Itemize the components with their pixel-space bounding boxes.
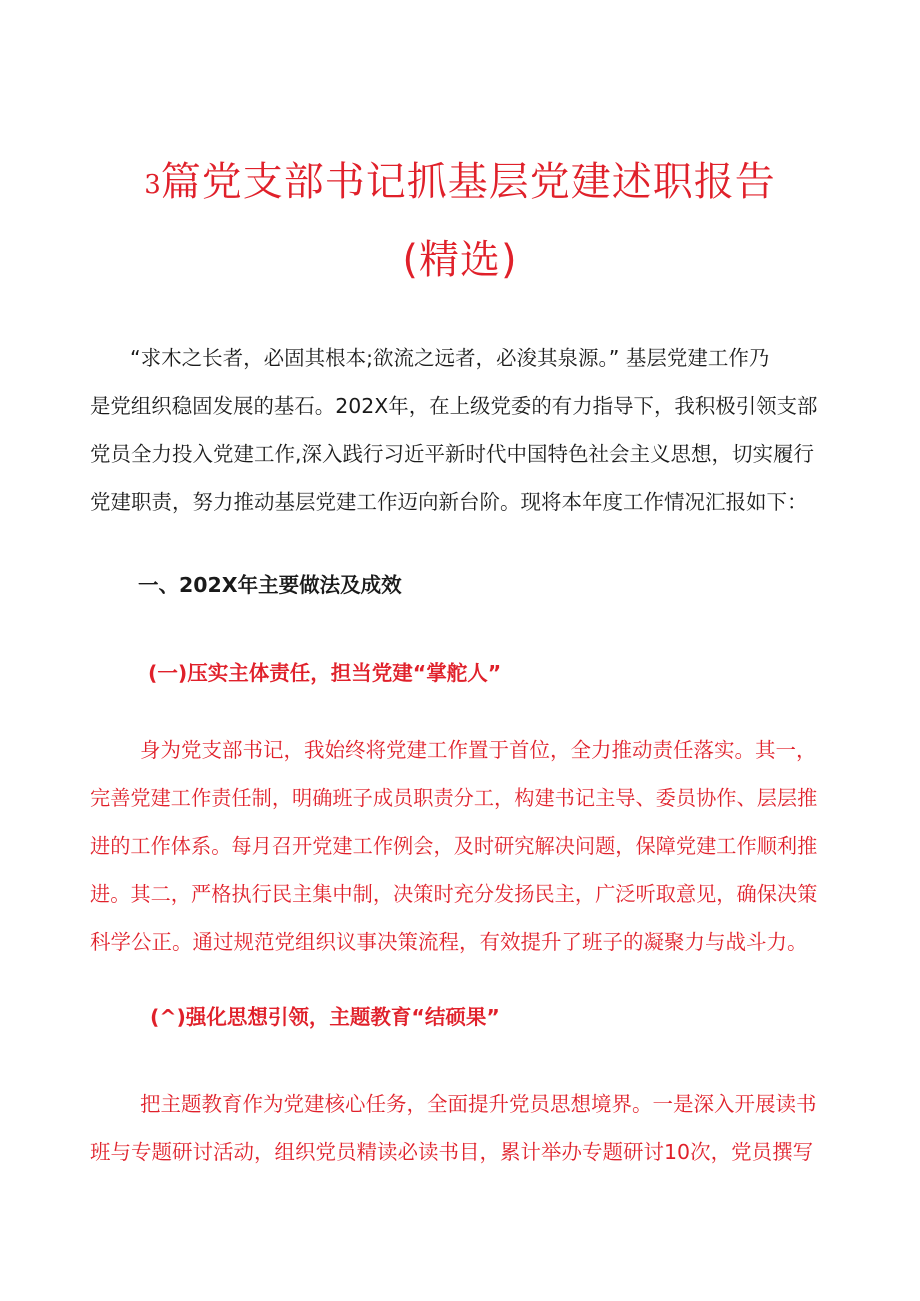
sub1-line-5: 科学公正。通过规范党组织议事决策流程，有效提升了班子的凝聚力与战斗力。: [90, 930, 808, 954]
sub1-line-3: 进的工作体系。每月召开党建工作例会，及时研究解决问题，保障党建工作顺利推: [90, 834, 818, 858]
subsection-2-paragraph: [90, 1080, 818, 1176]
intro-paragraph: [90, 334, 818, 526]
title-text: 篇党支部书记抓基层党建述职报告: [160, 159, 776, 205]
title-number: 3: [144, 170, 161, 200]
sub1-line-2: 完善党建工作责任制，明确班子成员职责分工，构建书记主导、委员协作、层层推: [90, 786, 818, 810]
intro-line-1: “求木之长者，必固其根本;欲流之远者，必浚其泉源。” 基层党建工作乃: [130, 346, 770, 370]
document-subtitle: (精选): [402, 237, 518, 283]
subsection-heading-2: (^)强化思想引领，主题教育“结硕果”: [150, 1005, 500, 1029]
sub2-line-2: 班与专题研讨活动，组织党员精读必读书目，累计举办专题研讨10次，党员撰写: [90, 1140, 814, 1164]
sub1-line-4: 进。其二，严格执行民主集中制，决策时充分发扬民主，广泛听取意见，确保决策: [90, 882, 818, 906]
intro-line-4: 党建职责，努力推动基层党建工作迈向新台阶。现将本年度工作情况汇报如下：: [90, 490, 808, 514]
intro-line-3: 党员全力投入党建工作,深入践行习近平新时代中国特色社会主义思想，切实履行: [90, 442, 815, 466]
subsection-1-paragraph: [90, 726, 818, 966]
sub2-line-1: 把主题教育作为党建核心任务，全面提升党员思想境界。一是深入开展读书: [140, 1092, 817, 1116]
sub1-line-1: 身为党支部书记，我始终将党建工作置于首位，全力推动责任落实。其一，: [140, 738, 817, 762]
document-title: [0, 150, 920, 207]
section-heading-1: 一、202X年主要做法及成效: [138, 573, 402, 597]
intro-line-2: 是党组织稳固发展的基石。202X年，在上级党委的有力指导下，我积极引领支部: [90, 394, 818, 418]
subsection-heading-1: (一)压实主体责任，担当党建“掌舵人”: [148, 661, 502, 685]
